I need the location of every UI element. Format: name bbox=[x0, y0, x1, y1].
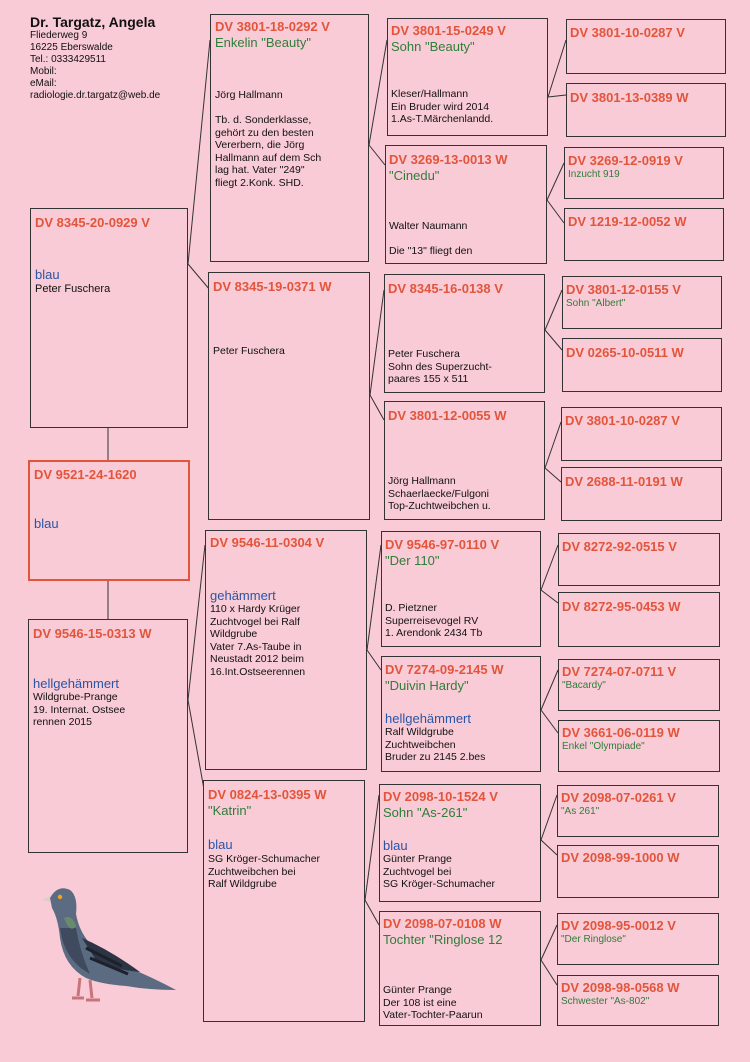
mfm-info: Ralf Wildgrube Zuchtweibchen Bruder zu 2145 2.bes bbox=[385, 726, 486, 763]
g4-ring: DV 8272-95-0453 W bbox=[562, 599, 681, 614]
mm-ring: DV 0824-13-0395 W bbox=[208, 787, 327, 802]
mother-card bbox=[28, 619, 188, 853]
owner-name: Dr. Targatz, Angela bbox=[30, 14, 156, 30]
subject-card bbox=[28, 460, 190, 581]
g4-name: Inzucht 919 bbox=[568, 169, 620, 180]
g4-card-8 bbox=[561, 467, 722, 521]
owner-address-block bbox=[30, 14, 160, 102]
fmm-info: Jörg Hallmann Schaerlaecke/Fulgoni Top-Zuchtweibchen u. bbox=[388, 475, 491, 512]
fm-info: Peter Fuschera bbox=[213, 345, 285, 357]
owner-city: 16225 Eberswalde bbox=[30, 42, 113, 53]
g4-ring: DV 2098-98-0568 W bbox=[561, 980, 680, 995]
fff-name: Sohn "Beauty" bbox=[391, 39, 475, 54]
fmf-info: Peter Fuschera Sohn des Superzucht- paares 155 x 511 bbox=[388, 348, 492, 385]
g4-name: Schwester "As-802" bbox=[561, 996, 650, 1007]
g4-card-7 bbox=[561, 407, 722, 461]
father-info: Peter Fuschera bbox=[35, 283, 111, 295]
mmf-color: blau bbox=[383, 838, 408, 853]
g4-ring: DV 0265-10-0511 W bbox=[566, 345, 684, 360]
fm-card bbox=[208, 272, 370, 520]
mff-info: D. Pietzner Superreisevogel RV 1. Arendonk 2434 Tb bbox=[385, 602, 483, 639]
mff-card bbox=[381, 531, 541, 647]
mmm-name: Tochter "Ringlose 12 bbox=[383, 932, 503, 947]
g4-card-3 bbox=[564, 147, 724, 199]
mfm-card bbox=[381, 656, 541, 772]
mm-card bbox=[203, 780, 365, 1022]
g4-name: Enkel "Olympiade" bbox=[562, 741, 645, 752]
mf-ring: DV 9546-11-0304 V bbox=[210, 535, 325, 550]
mm-info: SG Kröger-Schumacher Zuchtweibchen bei Ralf Wildgrube bbox=[208, 853, 321, 890]
g4-card-16 bbox=[557, 975, 719, 1026]
g4-card-13 bbox=[557, 785, 719, 837]
mother-info: Wildgrube-Prange 19. Internat. Ostsee rennen 2015 bbox=[33, 691, 126, 728]
g4-card-4 bbox=[564, 208, 724, 261]
mmf-info: Günter Prange Zuchtvogel bei SG Kröger-Schumacher bbox=[383, 853, 496, 890]
g4-card-1 bbox=[566, 19, 726, 74]
mm-name: "Katrin" bbox=[208, 803, 252, 818]
father-ring: DV 8345-20-0929 V bbox=[35, 215, 150, 230]
subject-ring: DV 9521-24-1620 bbox=[34, 467, 137, 482]
g4-ring: DV 3801-13-0389 W bbox=[570, 90, 689, 105]
mf-card bbox=[205, 530, 367, 770]
fmf-card bbox=[384, 274, 545, 393]
mm-color: blau bbox=[208, 837, 233, 852]
owner-street: Fliederweg 9 bbox=[30, 30, 88, 41]
mfm-name: "Duivin Hardy" bbox=[385, 678, 469, 693]
g4-ring: DV 2688-11-0191 W bbox=[565, 474, 683, 489]
mmf-name: Sohn "As-261" bbox=[383, 805, 468, 820]
mfm-ring: DV 7274-09-2145 W bbox=[385, 662, 504, 677]
g4-ring: DV 3801-10-0287 V bbox=[565, 413, 680, 428]
ff-name: Enkelin "Beauty" bbox=[215, 35, 311, 50]
g4-ring: DV 7274-07-0711 V bbox=[562, 664, 677, 679]
g4-card-9 bbox=[558, 533, 720, 586]
owner-mobil: Mobil: bbox=[30, 66, 57, 77]
father-card bbox=[30, 208, 188, 428]
g4-ring: DV 3661-06-0119 W bbox=[562, 725, 680, 740]
owner-tel: Tel.: 0333429511 bbox=[30, 54, 106, 65]
mmm-ring: DV 2098-07-0108 W bbox=[383, 916, 502, 931]
g4-card-5 bbox=[562, 276, 722, 329]
g4-ring: DV 3269-12-0919 V bbox=[568, 153, 683, 168]
g4-name: Sohn "Albert" bbox=[566, 298, 626, 309]
ffm-ring: DV 3269-13-0013 W bbox=[389, 152, 508, 167]
pigeon-image bbox=[30, 878, 180, 1013]
mmm-card bbox=[379, 911, 541, 1026]
father-color: blau bbox=[35, 267, 60, 282]
mff-ring: DV 9546-97-0110 V bbox=[385, 537, 500, 552]
g4-card-14 bbox=[557, 845, 719, 898]
owner-email: radiologie.dr.targatz@web.de bbox=[30, 90, 161, 101]
mf-info: 110 x Hardy Krüger Zuchtvogel bei Ralf Wildgrube Vater 7.As-Taube in Neustadt 2012 beim 16.Int.Ostseerennen bbox=[210, 603, 306, 678]
g4-ring: DV 2098-07-0261 V bbox=[561, 790, 676, 805]
fff-card bbox=[387, 18, 548, 136]
mmf-card bbox=[379, 784, 541, 902]
g4-ring: DV 1219-12-0052 W bbox=[568, 214, 687, 229]
fmm-card bbox=[384, 401, 545, 520]
ffm-info: Walter Naumann Die "13" fliegt den bbox=[389, 220, 473, 257]
mmm-info: Günter Prange Der 108 ist eine Vater-Tochter-Paarun bbox=[383, 984, 483, 1021]
g4-card-2 bbox=[566, 83, 726, 137]
g4-ring: DV 3801-10-0287 V bbox=[570, 25, 685, 40]
g4-card-15 bbox=[557, 913, 719, 965]
fm-ring: DV 8345-19-0371 W bbox=[213, 279, 332, 294]
g4-name: "Der Ringlose" bbox=[561, 934, 626, 945]
ff-card bbox=[210, 14, 369, 262]
ffm-name: "Cinedu" bbox=[389, 168, 440, 183]
g4-ring: DV 2098-95-0012 V bbox=[561, 918, 676, 933]
g4-name: "Bacardy" bbox=[562, 680, 606, 691]
fmf-ring: DV 8345-16-0138 V bbox=[388, 281, 503, 296]
subject-color: blau bbox=[34, 516, 59, 531]
fmm-ring: DV 3801-12-0055 W bbox=[388, 408, 507, 423]
fff-ring: DV 3801-15-0249 V bbox=[391, 23, 506, 38]
g4-ring: DV 3801-12-0155 V bbox=[566, 282, 681, 297]
fff-info: Kleser/Hallmann Ein Bruder wird 2014 1.As-T.Märchenlandd. bbox=[391, 88, 494, 125]
g4-ring: DV 2098-99-1000 W bbox=[561, 850, 680, 865]
g4-card-12 bbox=[558, 720, 720, 772]
ff-info: Jörg Hallmann Tb. d. Sonderklasse, gehört zu den besten Vererbern, die Jörg Hallmann auf dem Sch lag hat. Vater "249" fliegt 2.Konk. SHD. bbox=[215, 89, 322, 189]
mother-ring: DV 9546-15-0313 W bbox=[33, 626, 152, 641]
ffm-card bbox=[385, 145, 547, 264]
g4-ring: DV 8272-92-0515 V bbox=[562, 539, 677, 554]
mf-color: gehämmert bbox=[210, 588, 276, 603]
mff-name: "Der 110" bbox=[385, 553, 440, 568]
mother-color: hellgehämmert bbox=[33, 676, 119, 691]
g4-card-10 bbox=[558, 592, 720, 647]
ff-ring: DV 3801-18-0292 V bbox=[215, 19, 330, 34]
g4-card-6 bbox=[562, 338, 722, 392]
g4-card-11 bbox=[558, 659, 720, 711]
g4-name: "As 261" bbox=[561, 806, 600, 817]
mfm-color: hellgehämmert bbox=[385, 711, 471, 726]
owner-email-label: eMail: bbox=[30, 78, 57, 89]
mmf-ring: DV 2098-10-1524 V bbox=[383, 789, 498, 804]
